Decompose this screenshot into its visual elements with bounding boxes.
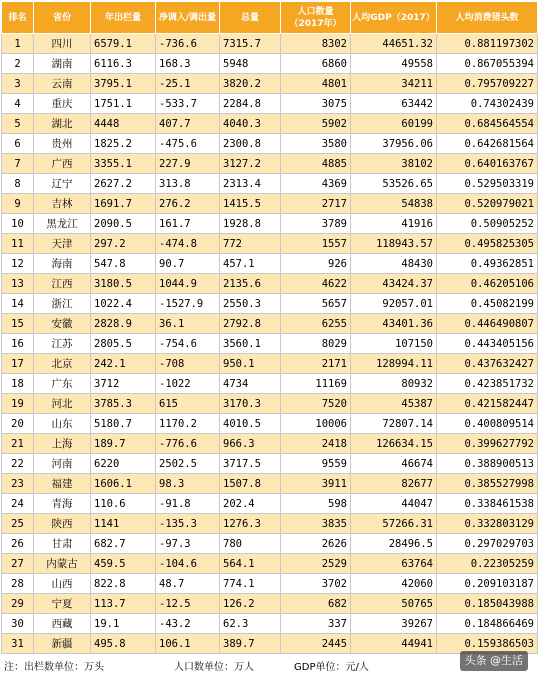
total-cell: 126.2 <box>220 594 281 614</box>
pigs-per-capita-cell: 0.338461538 <box>437 494 538 514</box>
transfer-cell: 98.3 <box>156 474 220 494</box>
population-cell: 4622 <box>281 274 351 294</box>
transfer-cell: 36.1 <box>156 314 220 334</box>
table-row <box>2 294 538 314</box>
total-cell: 772 <box>220 234 281 254</box>
province-cell: 重庆 <box>34 94 91 114</box>
population-cell: 7520 <box>281 394 351 414</box>
population-cell: 5902 <box>281 114 351 134</box>
population-cell: 4801 <box>281 74 351 94</box>
table-row <box>2 114 538 134</box>
total-cell: 2792.8 <box>220 314 281 334</box>
pigs-per-capita-cell: 0.881197302 <box>437 34 538 54</box>
gdp-cell: 82677 <box>351 474 437 494</box>
gdp-cell: 42060 <box>351 574 437 594</box>
note-gdp-unit: GDP单位：元/人 <box>294 662 369 673</box>
population-cell: 682 <box>281 594 351 614</box>
pigs-per-capita-cell: 0.209103187 <box>437 574 538 594</box>
population-cell: 1557 <box>281 234 351 254</box>
table-row <box>2 334 538 354</box>
population-cell: 6860 <box>281 54 351 74</box>
table-row <box>2 494 538 514</box>
pigs-per-capita-cell: 0.640163767 <box>437 154 538 174</box>
transfer-cell: -97.3 <box>156 534 220 554</box>
total-cell: 389.7 <box>220 634 281 654</box>
rank-cell: 6 <box>2 134 34 154</box>
population-cell: 2171 <box>281 354 351 374</box>
total-cell: 2550.3 <box>220 294 281 314</box>
table-row <box>2 214 538 234</box>
rank-cell: 27 <box>2 554 34 574</box>
province-cell: 四川 <box>34 34 91 54</box>
rank-cell: 9 <box>2 194 34 214</box>
note-population-unit: 人口数单位：万人 <box>174 662 254 673</box>
total-cell: 202.4 <box>220 494 281 514</box>
transfer-cell: -1022 <box>156 374 220 394</box>
header-total: 总量 <box>220 2 281 34</box>
table-row <box>2 554 538 574</box>
gdp-cell: 44651.32 <box>351 34 437 54</box>
transfer-cell: -43.2 <box>156 614 220 634</box>
header-rank: 排名 <box>2 2 34 34</box>
pigs-per-capita-cell: 0.642681564 <box>437 134 538 154</box>
transfer-cell: 407.7 <box>156 114 220 134</box>
pigs-per-capita-cell: 0.297029703 <box>437 534 538 554</box>
rank-cell: 28 <box>2 574 34 594</box>
transfer-cell: 227.9 <box>156 154 220 174</box>
population-cell: 2717 <box>281 194 351 214</box>
rank-cell: 1 <box>2 34 34 54</box>
total-cell: 4040.3 <box>220 114 281 134</box>
population-cell: 3075 <box>281 94 351 114</box>
table-row <box>2 614 538 634</box>
rank-cell: 17 <box>2 354 34 374</box>
rank-cell: 10 <box>2 214 34 234</box>
total-cell: 3127.2 <box>220 154 281 174</box>
rank-cell: 16 <box>2 334 34 354</box>
output-cell: 2627.2 <box>91 174 156 194</box>
gdp-cell: 41916 <box>351 214 437 234</box>
gdp-cell: 128994.11 <box>351 354 437 374</box>
pigs-per-capita-cell: 0.400809514 <box>437 414 538 434</box>
table-row <box>2 94 538 114</box>
population-cell: 10006 <box>281 414 351 434</box>
table-row <box>2 434 538 454</box>
population-cell: 9559 <box>281 454 351 474</box>
total-cell: 2300.8 <box>220 134 281 154</box>
pigs-per-capita-cell: 0.867055394 <box>437 54 538 74</box>
table-row <box>2 154 538 174</box>
rank-cell: 24 <box>2 494 34 514</box>
province-cell: 辽宁 <box>34 174 91 194</box>
total-cell: 950.1 <box>220 354 281 374</box>
population-cell: 926 <box>281 254 351 274</box>
output-cell: 2090.5 <box>91 214 156 234</box>
gdp-cell: 118943.57 <box>351 234 437 254</box>
rank-cell: 15 <box>2 314 34 334</box>
rank-cell: 21 <box>2 434 34 454</box>
output-cell: 6116.3 <box>91 54 156 74</box>
output-cell: 1751.1 <box>91 94 156 114</box>
province-cell: 广西 <box>34 154 91 174</box>
watermark: 头条 @生活 <box>460 651 529 671</box>
gdp-cell: 43401.36 <box>351 314 437 334</box>
gdp-cell: 38102 <box>351 154 437 174</box>
table-row <box>2 54 538 74</box>
output-cell: 6220 <box>91 454 156 474</box>
transfer-cell: -776.6 <box>156 434 220 454</box>
table-row <box>2 274 538 294</box>
output-cell: 495.8 <box>91 634 156 654</box>
population-cell: 2529 <box>281 554 351 574</box>
pigs-per-capita-cell: 0.46205106 <box>437 274 538 294</box>
rank-cell: 30 <box>2 614 34 634</box>
population-cell: 11169 <box>281 374 351 394</box>
pigs-per-capita-cell: 0.159386503 <box>437 634 538 654</box>
gdp-cell: 44941 <box>351 634 437 654</box>
pigs-per-capita-cell: 0.50905252 <box>437 214 538 234</box>
population-cell: 3789 <box>281 214 351 234</box>
output-cell: 297.2 <box>91 234 156 254</box>
output-cell: 3795.1 <box>91 74 156 94</box>
table-row <box>2 34 538 54</box>
province-cell: 河北 <box>34 394 91 414</box>
transfer-cell: -708 <box>156 354 220 374</box>
output-cell: 4448 <box>91 114 156 134</box>
total-cell: 564.1 <box>220 554 281 574</box>
header-annual-output: 年出栏量 <box>91 2 156 34</box>
output-cell: 682.7 <box>91 534 156 554</box>
province-cell: 贵州 <box>34 134 91 154</box>
output-cell: 189.7 <box>91 434 156 454</box>
table-row <box>2 314 538 334</box>
header-net-transfer: 净调入/调出量 <box>156 2 220 34</box>
population-cell: 3580 <box>281 134 351 154</box>
table-row <box>2 474 538 494</box>
gdp-cell: 46674 <box>351 454 437 474</box>
population-cell: 598 <box>281 494 351 514</box>
rank-cell: 19 <box>2 394 34 414</box>
province-cell: 北京 <box>34 354 91 374</box>
table-row <box>2 454 538 474</box>
total-cell: 2284.8 <box>220 94 281 114</box>
total-cell: 7315.7 <box>220 34 281 54</box>
rank-cell: 2 <box>2 54 34 74</box>
pigs-per-capita-cell: 0.795709227 <box>437 74 538 94</box>
population-cell: 8302 <box>281 34 351 54</box>
pigs-per-capita-cell: 0.49362851 <box>437 254 538 274</box>
total-cell: 780 <box>220 534 281 554</box>
pigs-per-capita-cell: 0.22305259 <box>437 554 538 574</box>
province-cell: 福建 <box>34 474 91 494</box>
transfer-cell: -736.6 <box>156 34 220 54</box>
rank-cell: 31 <box>2 634 34 654</box>
total-cell: 1415.5 <box>220 194 281 214</box>
population-cell: 5657 <box>281 294 351 314</box>
total-cell: 5948 <box>220 54 281 74</box>
output-cell: 242.1 <box>91 354 156 374</box>
pigs-per-capita-cell: 0.529503319 <box>437 174 538 194</box>
rank-cell: 4 <box>2 94 34 114</box>
pigs-per-capita-cell: 0.437632427 <box>437 354 538 374</box>
footnote <box>4 660 538 676</box>
province-cell: 黑龙江 <box>34 214 91 234</box>
rank-cell: 23 <box>2 474 34 494</box>
gdp-cell: 54838 <box>351 194 437 214</box>
population-cell: 3835 <box>281 514 351 534</box>
rank-cell: 29 <box>2 594 34 614</box>
output-cell: 459.5 <box>91 554 156 574</box>
rank-cell: 25 <box>2 514 34 534</box>
gdp-cell: 39267 <box>351 614 437 634</box>
rank-cell: 7 <box>2 154 34 174</box>
transfer-cell: 90.7 <box>156 254 220 274</box>
province-cell: 上海 <box>34 434 91 454</box>
table-row <box>2 174 538 194</box>
total-cell: 966.3 <box>220 434 281 454</box>
rank-cell: 8 <box>2 174 34 194</box>
pigs-per-capita-cell: 0.399627792 <box>437 434 538 454</box>
population-cell: 2445 <box>281 634 351 654</box>
transfer-cell: -25.1 <box>156 74 220 94</box>
output-cell: 1022.4 <box>91 294 156 314</box>
gdp-cell: 57266.31 <box>351 514 437 534</box>
transfer-cell: 106.1 <box>156 634 220 654</box>
table-row <box>2 634 538 654</box>
transfer-cell: -475.6 <box>156 134 220 154</box>
province-cell: 江西 <box>34 274 91 294</box>
table-row <box>2 414 538 434</box>
province-cell: 云南 <box>34 74 91 94</box>
gdp-cell: 48430 <box>351 254 437 274</box>
population-cell: 3702 <box>281 574 351 594</box>
transfer-cell: -91.8 <box>156 494 220 514</box>
province-cell: 新疆 <box>34 634 91 654</box>
gdp-cell: 28496.5 <box>351 534 437 554</box>
pigs-per-capita-cell: 0.332803129 <box>437 514 538 534</box>
output-cell: 110.6 <box>91 494 156 514</box>
rank-cell: 11 <box>2 234 34 254</box>
pigs-per-capita-cell: 0.184866469 <box>437 614 538 634</box>
output-cell: 3712 <box>91 374 156 394</box>
output-cell: 3180.5 <box>91 274 156 294</box>
total-cell: 1507.8 <box>220 474 281 494</box>
province-cell: 山东 <box>34 414 91 434</box>
output-cell: 2828.9 <box>91 314 156 334</box>
pigs-per-capita-cell: 0.495825305 <box>437 234 538 254</box>
table-row <box>2 394 538 414</box>
province-cell: 河南 <box>34 454 91 474</box>
province-cell: 陕西 <box>34 514 91 534</box>
total-cell: 3170.3 <box>220 394 281 414</box>
province-cell: 海南 <box>34 254 91 274</box>
gdp-cell: 107150 <box>351 334 437 354</box>
total-cell: 2135.6 <box>220 274 281 294</box>
output-cell: 3785.3 <box>91 394 156 414</box>
table-row <box>2 194 538 214</box>
province-cell: 西藏 <box>34 614 91 634</box>
transfer-cell: -104.6 <box>156 554 220 574</box>
total-cell: 3717.5 <box>220 454 281 474</box>
output-cell: 2805.5 <box>91 334 156 354</box>
total-cell: 2313.4 <box>220 174 281 194</box>
header-pigs-per-capita: 人均消费猪头数 <box>437 2 538 34</box>
total-cell: 457.1 <box>220 254 281 274</box>
population-cell: 2418 <box>281 434 351 454</box>
pigs-per-capita-cell: 0.74302439 <box>437 94 538 114</box>
province-cell: 安徽 <box>34 314 91 334</box>
population-cell: 3911 <box>281 474 351 494</box>
province-cell: 内蒙古 <box>34 554 91 574</box>
pigs-per-capita-cell: 0.443405156 <box>437 334 538 354</box>
pigs-per-capita-cell: 0.520979021 <box>437 194 538 214</box>
output-cell: 1606.1 <box>91 474 156 494</box>
transfer-cell: 1044.9 <box>156 274 220 294</box>
note-output-unit: 注：出栏数单位：万头 <box>4 662 104 673</box>
transfer-cell: 2502.5 <box>156 454 220 474</box>
output-cell: 3355.1 <box>91 154 156 174</box>
province-cell: 浙江 <box>34 294 91 314</box>
header-population: 人口数量（2017年） <box>281 2 351 34</box>
transfer-cell: 276.2 <box>156 194 220 214</box>
rank-cell: 14 <box>2 294 34 314</box>
rank-cell: 26 <box>2 534 34 554</box>
transfer-cell: -12.5 <box>156 594 220 614</box>
transfer-cell: -135.3 <box>156 514 220 534</box>
rank-cell: 3 <box>2 74 34 94</box>
rank-cell: 18 <box>2 374 34 394</box>
province-cell: 青海 <box>34 494 91 514</box>
output-cell: 1141 <box>91 514 156 534</box>
province-cell: 湖南 <box>34 54 91 74</box>
table-row <box>2 354 538 374</box>
table-row <box>2 534 538 554</box>
output-cell: 1691.7 <box>91 194 156 214</box>
gdp-cell: 44047 <box>351 494 437 514</box>
header-row <box>2 2 538 34</box>
transfer-cell: -533.7 <box>156 94 220 114</box>
population-cell: 6255 <box>281 314 351 334</box>
gdp-cell: 45387 <box>351 394 437 414</box>
transfer-cell: 168.3 <box>156 54 220 74</box>
transfer-cell: -474.8 <box>156 234 220 254</box>
total-cell: 4734 <box>220 374 281 394</box>
province-cell: 山西 <box>34 574 91 594</box>
rank-cell: 5 <box>2 114 34 134</box>
gdp-cell: 126634.15 <box>351 434 437 454</box>
gdp-cell: 49558 <box>351 54 437 74</box>
gdp-cell: 50765 <box>351 594 437 614</box>
table-row <box>2 514 538 534</box>
gdp-cell: 72807.14 <box>351 414 437 434</box>
population-cell: 2626 <box>281 534 351 554</box>
pigs-per-capita-cell: 0.684564554 <box>437 114 538 134</box>
pigs-per-capita-cell: 0.446490807 <box>437 314 538 334</box>
gdp-cell: 37956.06 <box>351 134 437 154</box>
table-row <box>2 134 538 154</box>
population-cell: 8029 <box>281 334 351 354</box>
rank-cell: 22 <box>2 454 34 474</box>
total-cell: 4010.5 <box>220 414 281 434</box>
transfer-cell: -1527.9 <box>156 294 220 314</box>
pigs-per-capita-cell: 0.421582447 <box>437 394 538 414</box>
population-cell: 4885 <box>281 154 351 174</box>
gdp-cell: 80932 <box>351 374 437 394</box>
rank-cell: 20 <box>2 414 34 434</box>
table-row <box>2 574 538 594</box>
province-cell: 宁夏 <box>34 594 91 614</box>
province-cell: 天津 <box>34 234 91 254</box>
gdp-cell: 63442 <box>351 94 437 114</box>
transfer-cell: 615 <box>156 394 220 414</box>
transfer-cell: 161.7 <box>156 214 220 234</box>
table-row <box>2 594 538 614</box>
province-cell: 甘肃 <box>34 534 91 554</box>
rank-cell: 13 <box>2 274 34 294</box>
total-cell: 1276.3 <box>220 514 281 534</box>
output-cell: 6579.1 <box>91 34 156 54</box>
gdp-cell: 34211 <box>351 74 437 94</box>
data-table <box>1 1 538 654</box>
province-cell: 吉林 <box>34 194 91 214</box>
table-row <box>2 74 538 94</box>
total-cell: 774.1 <box>220 574 281 594</box>
gdp-cell: 60199 <box>351 114 437 134</box>
output-cell: 113.7 <box>91 594 156 614</box>
table-row <box>2 254 538 274</box>
output-cell: 19.1 <box>91 614 156 634</box>
pigs-per-capita-cell: 0.45082199 <box>437 294 538 314</box>
table-row <box>2 374 538 394</box>
population-cell: 337 <box>281 614 351 634</box>
gdp-cell: 53526.65 <box>351 174 437 194</box>
output-cell: 1825.2 <box>91 134 156 154</box>
header-gdp-per-capita: 人均GDP（2017） <box>351 2 437 34</box>
pigs-per-capita-cell: 0.423851732 <box>437 374 538 394</box>
pigs-per-capita-cell: 0.385527998 <box>437 474 538 494</box>
province-cell: 湖北 <box>34 114 91 134</box>
population-cell: 4369 <box>281 174 351 194</box>
total-cell: 3560.1 <box>220 334 281 354</box>
total-cell: 1928.8 <box>220 214 281 234</box>
gdp-cell: 43424.37 <box>351 274 437 294</box>
gdp-cell: 63764 <box>351 554 437 574</box>
total-cell: 62.3 <box>220 614 281 634</box>
transfer-cell: 1170.2 <box>156 414 220 434</box>
pigs-per-capita-cell: 0.388900513 <box>437 454 538 474</box>
output-cell: 822.8 <box>91 574 156 594</box>
header-province: 省份 <box>34 2 91 34</box>
transfer-cell: 313.8 <box>156 174 220 194</box>
transfer-cell: -754.6 <box>156 334 220 354</box>
gdp-cell: 92057.01 <box>351 294 437 314</box>
total-cell: 3820.2 <box>220 74 281 94</box>
table-row <box>2 234 538 254</box>
province-cell: 广东 <box>34 374 91 394</box>
output-cell: 5180.7 <box>91 414 156 434</box>
transfer-cell: 48.7 <box>156 574 220 594</box>
output-cell: 547.8 <box>91 254 156 274</box>
province-cell: 江苏 <box>34 334 91 354</box>
pigs-per-capita-cell: 0.185043988 <box>437 594 538 614</box>
rank-cell: 12 <box>2 254 34 274</box>
